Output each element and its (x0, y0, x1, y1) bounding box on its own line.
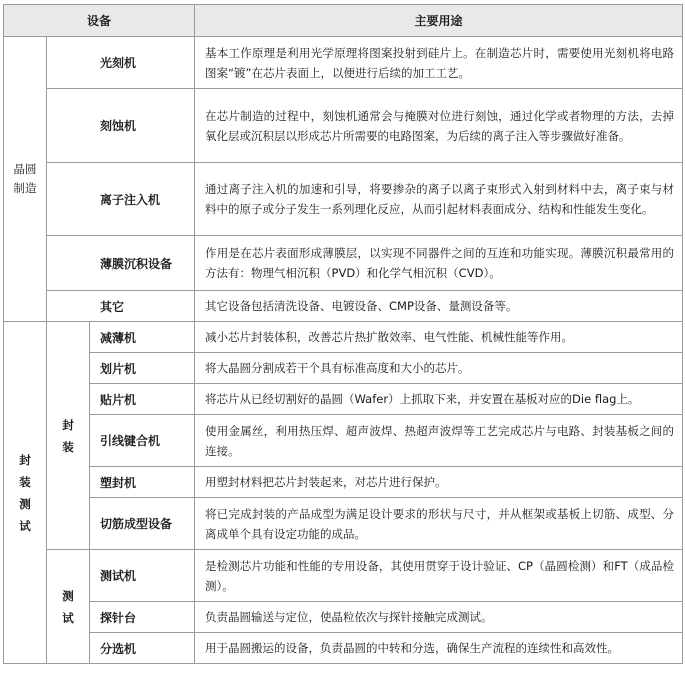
table-header-row (4, 5, 683, 37)
equipment-use: 使用金属丝，利用热压焊、超声波焊、热超声波焊等工艺完成芯片与电路、封装基板之间的连接。 (195, 415, 683, 467)
table-row (4, 322, 683, 353)
equipment-use: 用塑封材料把芯片封装起来，对芯片进行保护。 (195, 467, 683, 498)
equipment-use: 减小芯片封装体积，改善芯片热扩散效率、电气性能、机械性能等作用。 (195, 322, 683, 353)
equipment-name: 减薄机 (90, 322, 195, 353)
equipment-use: 将芯片从已经切割好的晶圆（Wafer）上抓取下来，并安置在基板对应的Die flag上。 (195, 384, 683, 415)
equipment-use: 作用是在芯片表面形成薄膜层，以实现不同器件之间的互连和功能实现。薄膜沉积最常用的方法有：物理气相沉积（PVD）和化学气相沉积（CVD）。 (195, 236, 683, 291)
equipment-name: 测试机 (90, 550, 195, 602)
equipment-use: 基本工作原理是利用光学原理将图案投射到硅片上。在制造芯片时，需要使用光刻机将电路图案“镀”在芯片表面上，以便进行后续的加工工艺。 (195, 37, 683, 89)
table-row (4, 467, 683, 498)
equipment-name: 切筋成型设备 (90, 498, 195, 550)
equipment-use: 其它设备包括清洗设备、电镀设备、CMP设备、量测设备等。 (195, 291, 683, 322)
equipment-use: 负责晶圆输送与定位，使晶粒依次与探针接触完成测试。 (195, 602, 683, 633)
table-row (4, 384, 683, 415)
equipment-use: 将大晶圆分割成若干个具有标准高度和大小的芯片。 (195, 353, 683, 384)
equipment-name: 离子注入机 (47, 163, 195, 236)
equipment-name: 其它 (47, 291, 195, 322)
group-packaging-label: 封装 (62, 417, 74, 454)
equipment-name: 分选机 (90, 633, 195, 664)
equipment-name: 刻蚀机 (47, 89, 195, 163)
equipment-use: 在芯片制造的过程中，刻蚀机通常会与掩膜对位进行刻蚀，通过化学或者物理的方法，去掉氧化层或沉积层以形成芯片所需要的电路图案，为后续的离子注入等步骤做好准备。 (195, 89, 683, 163)
equipment-use: 用于晶圆搬运的设备，负责晶圆的中转和分选，确保生产流程的连续性和高效性。 (195, 633, 683, 664)
group-wafer-label: 晶圆制造 (13, 162, 37, 195)
header-equipment: 设备 (4, 5, 195, 37)
table-row (4, 89, 683, 163)
table-row (4, 550, 683, 602)
equipment-use: 将已完成封装的产品成型为满足设计要求的形状与尺寸，并从框架或基板上切筋、成型、分离成单个具有设定功能的成品。 (195, 498, 683, 550)
group-testing (47, 550, 90, 664)
group-packaging (47, 322, 90, 550)
equipment-name: 引线键合机 (90, 415, 195, 467)
group-wafer-manufacturing (4, 37, 47, 322)
header-purpose: 主要用途 (195, 5, 683, 37)
equipment-name: 划片机 (90, 353, 195, 384)
equipment-name: 光刻机 (47, 37, 195, 89)
table-row (4, 163, 683, 236)
table-row (4, 353, 683, 384)
table-row (4, 236, 683, 291)
table-row (4, 37, 683, 89)
group-packaging-testing (4, 322, 47, 664)
table-row (4, 633, 683, 664)
equipment-name: 探针台 (90, 602, 195, 633)
table-row (4, 291, 683, 322)
equipment-name: 贴片机 (90, 384, 195, 415)
equipment-use: 通过离子注入机的加速和引导，将要掺杂的离子以离子束形式入射到材料中去，离子束与材料中的原子或分子发生一系列理化反应，从而引起材料表面成分、结构和性能发生变化。 (195, 163, 683, 236)
table-row (4, 415, 683, 467)
equipment-name: 塑封机 (90, 467, 195, 498)
group-pack-test-label: 封装测试 (19, 452, 31, 533)
table-row (4, 602, 683, 633)
equipment-table (3, 4, 683, 664)
equipment-use: 是检测芯片功能和性能的专用设备，其使用贯穿于设计验证、CP（晶圆检测）和FT（成品检测）。 (195, 550, 683, 602)
equipment-name: 薄膜沉积设备 (47, 236, 195, 291)
group-testing-label: 测试 (62, 588, 74, 625)
table-row (4, 498, 683, 550)
